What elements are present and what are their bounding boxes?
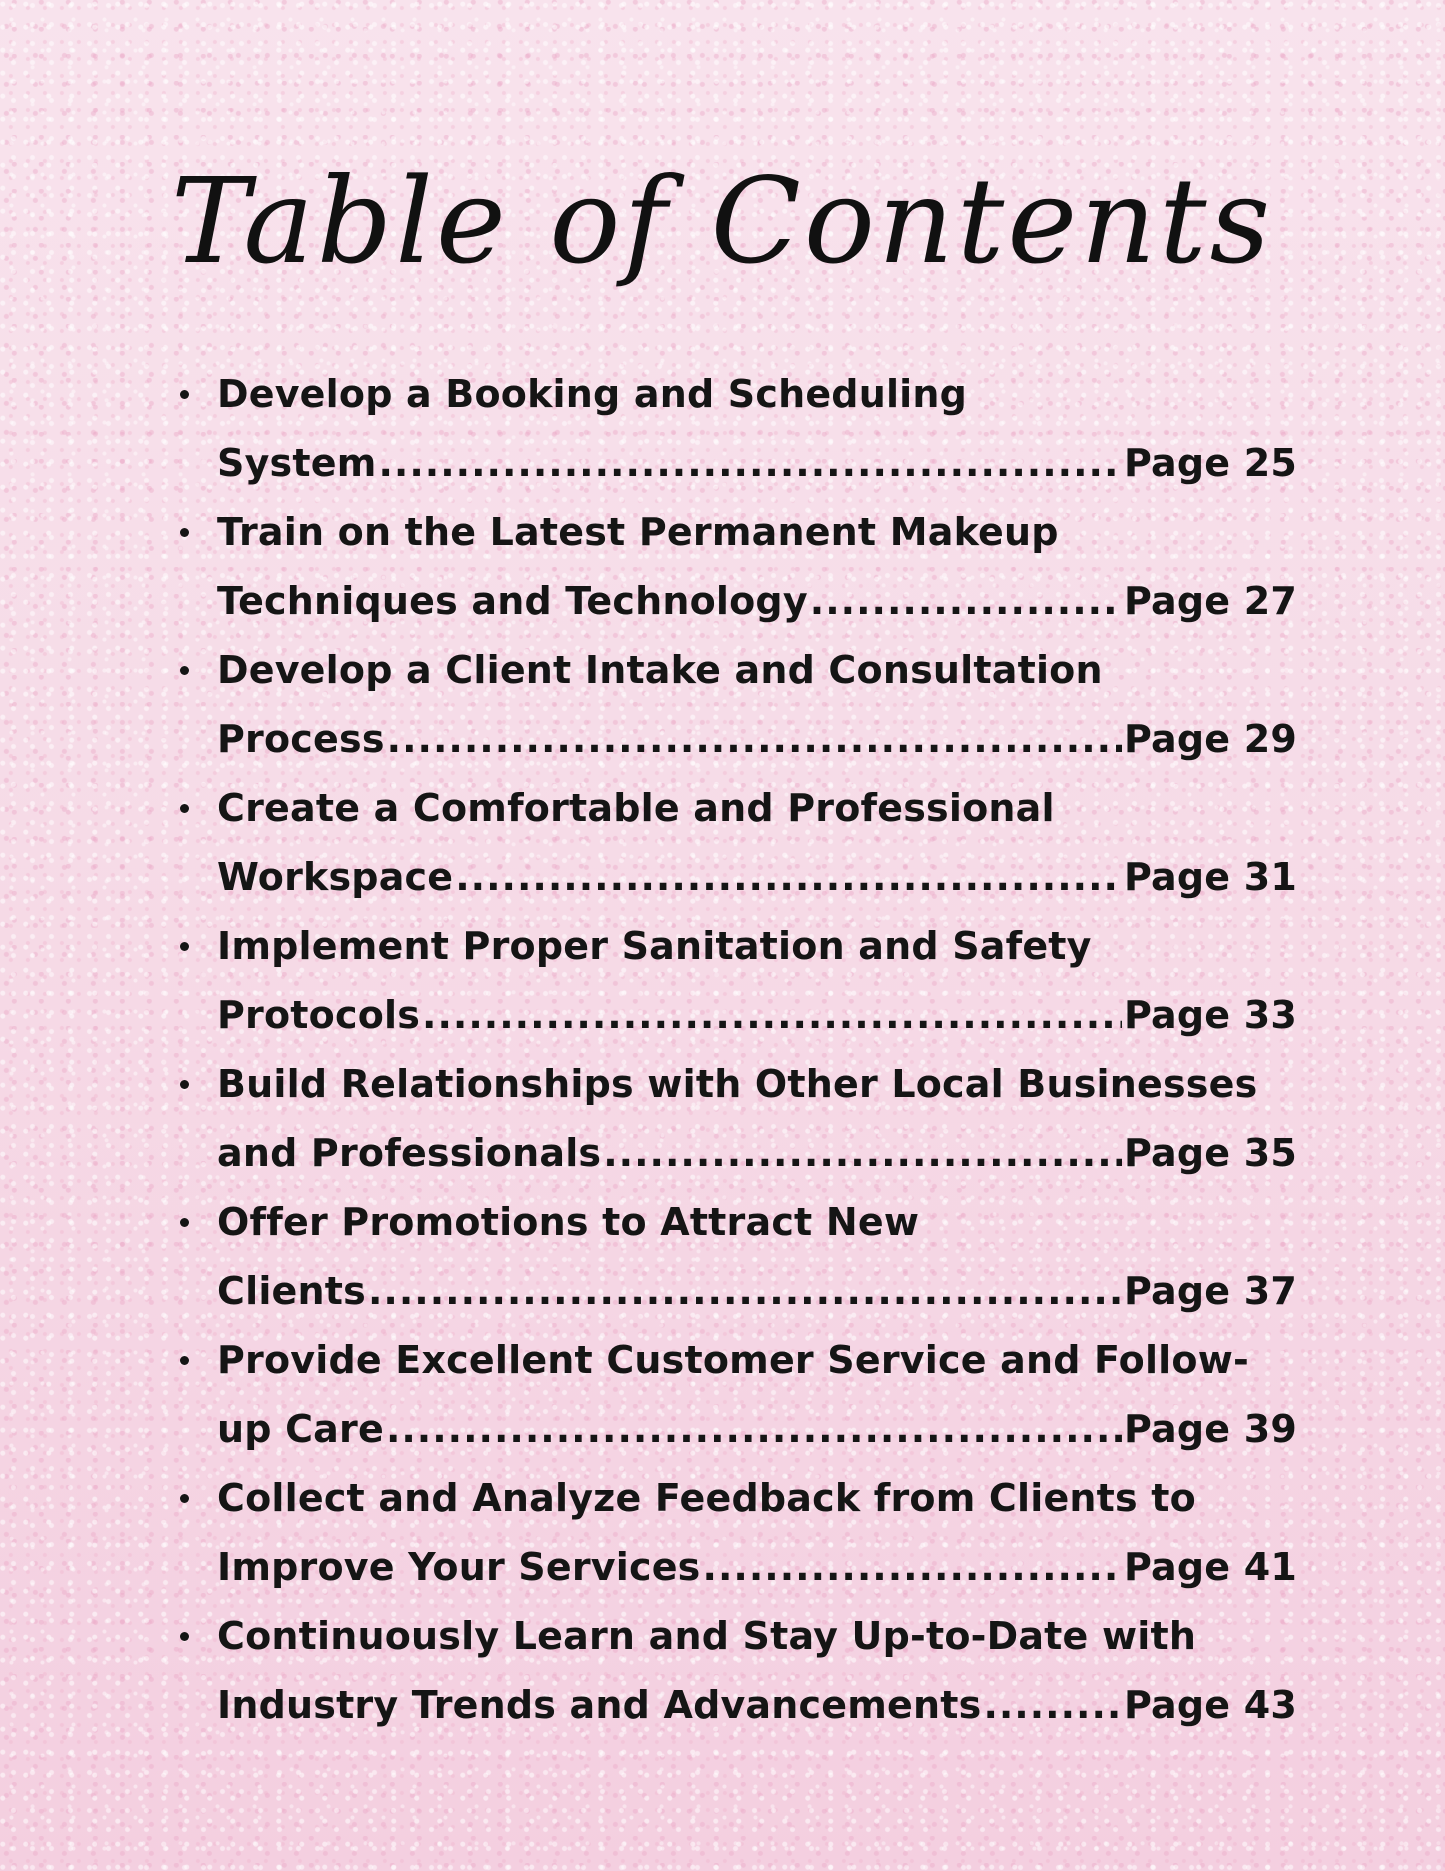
page-number: Page 43 [1124,1683,1297,1727]
entry-title-line2: and Professionals [217,1131,602,1175]
page-number: Page 27 [1124,579,1297,623]
dot-leader [386,1395,1122,1464]
entry-title-line1: Implement Proper Sanitation and Safety [217,924,1092,968]
entry-title-line1: Collect and Analyze Feedback from Clients to [217,1476,1196,1520]
entry-title-line2: Clients [217,1269,366,1313]
toc-entry[interactable] [160,1050,1310,1188]
page-number: Page 33 [1124,993,1297,1037]
toc-entry[interactable] [160,360,1310,498]
dot-leader [455,843,1122,912]
title-block [0,130,1445,320]
dot-leader [387,705,1122,774]
entry-title-line1: Develop a Client Intake and Consultation [217,648,1103,692]
bullet-icon [180,1080,189,1089]
entry-title-line2-row [217,1395,1297,1464]
entry-title-line2: Techniques and Technology [217,579,808,623]
entry-title-line2-row [217,705,1297,774]
entry-title-line1: Develop a Booking and Scheduling [217,372,968,416]
toc-entry[interactable] [160,1602,1310,1740]
bullet-icon [180,1218,189,1227]
toc-entry[interactable] [160,636,1310,774]
entry-title-line2-row [217,429,1297,498]
entry-title-line2: Process [217,717,385,761]
entry-title-line1: Provide Excellent Customer Service and Follow- [217,1338,1249,1382]
entry-title-line2-row [217,1533,1297,1602]
bullet-icon [180,528,189,537]
entry-title-line2-row [217,843,1297,912]
bullet-icon [180,804,189,813]
dot-leader [983,1671,1122,1740]
page-number: Page 25 [1124,441,1297,485]
page-number: Page 35 [1124,1131,1297,1175]
page-title: Table of Contents [170,152,1274,290]
entry-title-line1: Continuously Learn and Stay Up-to-Date with [217,1614,1197,1658]
dot-leader [703,1533,1123,1602]
toc-entry[interactable] [160,774,1310,912]
entry-title-line2: System [217,441,377,485]
title-svg [0,130,1445,320]
toc-entry[interactable] [160,1188,1310,1326]
dot-leader [603,1119,1122,1188]
page-number: Page 29 [1124,717,1297,761]
page-number: Page 39 [1124,1407,1297,1451]
entry-title-line1: Train on the Latest Permanent Makeup [217,510,1059,554]
bullet-icon [180,390,189,399]
bullet-icon [180,666,189,675]
toc-list [160,360,1310,1740]
entry-title-line2-row [217,567,1297,636]
entry-title-line2: Workspace [217,855,454,899]
entry-title-line2-row [217,1119,1297,1188]
page-number: Page 37 [1124,1269,1297,1313]
dot-leader [368,1257,1122,1326]
page-number: Page 31 [1124,855,1297,899]
entry-title-line2-row [217,1257,1297,1326]
entry-title-line2: up Care [217,1407,384,1451]
toc-entry[interactable] [160,1464,1310,1602]
toc-entry[interactable] [160,912,1310,1050]
entry-title-line2: Improve Your Services [217,1545,701,1589]
bullet-icon [180,1356,189,1365]
dot-leader [379,429,1123,498]
entry-title-line2-row [217,1671,1297,1740]
entry-title-line2: Protocols [217,993,421,1037]
entry-title-line1: Create a Comfortable and Professional [217,786,1055,830]
page-number: Page 41 [1124,1545,1297,1589]
bullet-icon [180,942,189,951]
dot-leader [422,981,1122,1050]
entry-title-line1: Build Relationships with Other Local Businesses [217,1062,1258,1106]
toc-entry[interactable] [160,498,1310,636]
toc-entry[interactable] [160,1326,1310,1464]
entry-title-line2-row [217,981,1297,1050]
bullet-icon [180,1632,189,1641]
entry-title-line2: Industry Trends and Advancements [217,1683,982,1727]
bullet-icon [180,1494,189,1503]
entry-title-line1: Offer Promotions to Attract New [217,1200,920,1244]
dot-leader [810,567,1122,636]
